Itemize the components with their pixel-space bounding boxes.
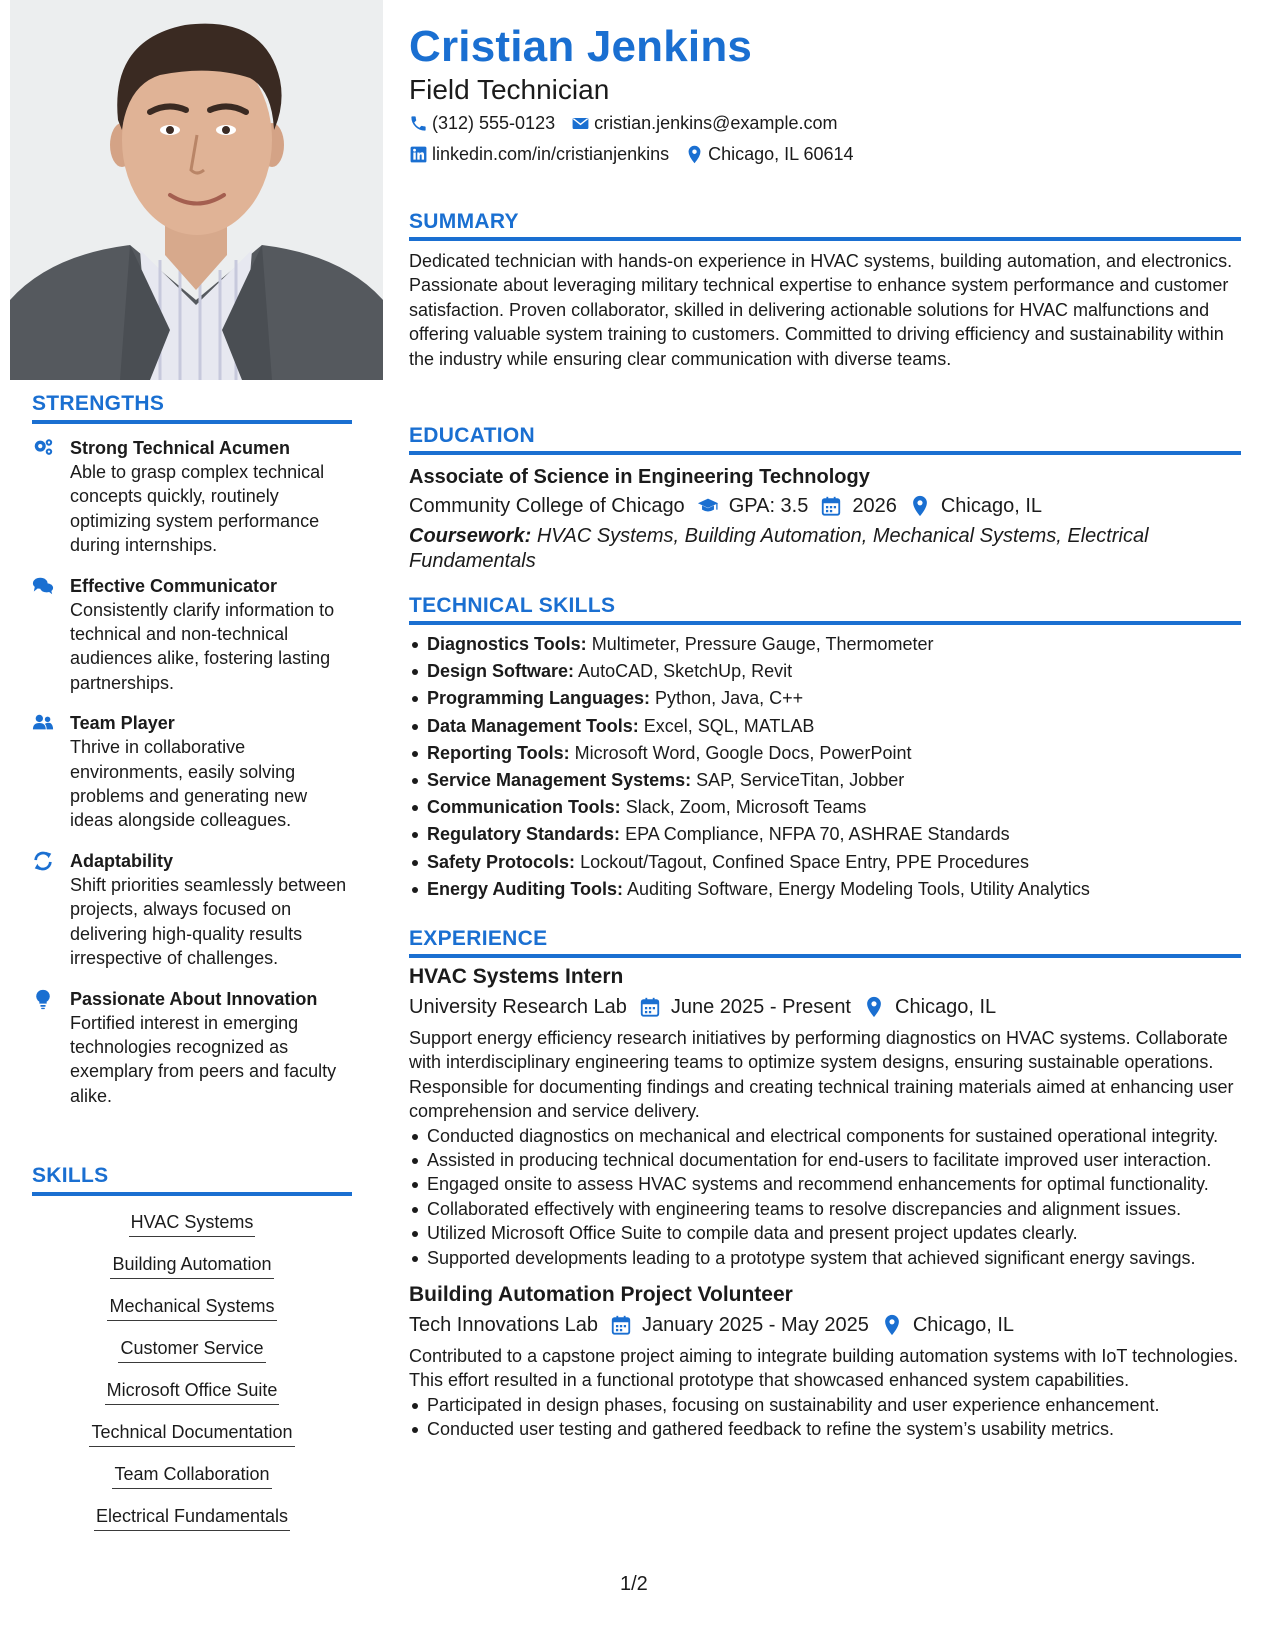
email-text[interactable]: cristian.jenkins@example.com — [594, 113, 838, 133]
tech-skill-item: Service Management Systems: SAP, ServiceTitan, Jobber — [409, 767, 1241, 794]
role-bullets — [409, 1393, 1241, 1442]
skills-heading: SKILLS — [32, 1164, 352, 1196]
calendar-icon — [610, 1314, 632, 1336]
role-bullet: Conducted diagnostics on mechanical and electrical components for sustained operational integrity. — [409, 1124, 1241, 1148]
tech-skill-item: Programming Languages: Python, Java, C++ — [409, 685, 1241, 712]
technical-skills-section — [409, 594, 1241, 903]
strength-item — [32, 436, 352, 558]
role-title: Building Automation Project Volunteer — [409, 1283, 793, 1307]
role-description: Contributed to a capstone project aiming to integrate building automation systems with IoT technologies. This effort resulted in a functional prototype that showcased enhanced system capabilities. — [409, 1346, 1239, 1391]
tech-skill-item: Regulatory Standards: EPA Compliance, NFPA 70, ASHRAE Standards — [409, 821, 1241, 848]
map-pin-icon — [863, 996, 885, 1018]
grad-year: 2026 — [820, 491, 897, 521]
strength-title: Strong Technical Acumen — [70, 438, 291, 458]
tech-skill-item: Safety Protocols: Lockout/Tagout, Confined Space Entry, PPE Procedures — [409, 849, 1241, 876]
strength-desc: Thrive in collaborative environments, easily solving problems and generating new ideas alongside colleagues. — [70, 737, 308, 831]
contact-row-2 — [409, 144, 870, 165]
role-bullet: Engaged onsite to assess HVAC systems and recommend enhancements for optimal functionality. — [409, 1172, 1241, 1196]
strength-desc: Able to grasp complex technical concepts quickly, routinely optimizing system performance during internships. — [70, 462, 325, 556]
strength-desc: Shift priorities seamlessly between projects, always focused on delivering high-quality results irrespective of challenges. — [70, 874, 347, 969]
left-column — [0, 0, 383, 1650]
role-bullet: Conducted user testing and gathered feedback to refine the system’s usability metrics. — [409, 1417, 1241, 1441]
email-contact[interactable] — [571, 113, 837, 134]
summary-text: Dedicated technician with hands-on experience in HVAC systems, building automation, and electronics. Passionate about leveraging military technical expertise to enhance system performance and customer satisfaction. Proven collaborator, skilled in delivering actionable solutions for HVAC malfunctions and offering valuable system training to customers. Committed to driving efficiency and sustainability within the industry while ensuring clear communication with diverse teams. — [409, 251, 1233, 369]
role-location: Chicago, IL — [881, 1310, 1014, 1340]
strength-item — [32, 849, 352, 971]
strength-desc: Fortified interest in emerging technologies recognized as exemplary from peers and faculty alike. — [70, 1012, 337, 1106]
education-location: Chicago, IL — [909, 491, 1042, 521]
tech-skill-item: Diagnostics Tools: Multimeter, Pressure Gauge, Thermometer — [409, 631, 1241, 658]
strength-title: Passionate About Innovation — [70, 988, 318, 1009]
role-location: Chicago, IL — [863, 992, 996, 1022]
linkedin-text[interactable]: linkedin.com/in/cristianjenkins — [432, 144, 670, 164]
skill-item: Electrical Fundamentals — [32, 1504, 352, 1531]
tech-skill-item: Energy Auditing Tools: Auditing Software, Energy Modeling Tools, Utility Analytics — [409, 876, 1241, 903]
tech-skill-item: Communication Tools: Slack, Zoom, Microsoft Teams — [409, 794, 1241, 821]
strengths-heading: STRENGTHS — [32, 392, 352, 424]
education-section — [409, 424, 1241, 574]
role-meta — [409, 1310, 1241, 1340]
envelope-icon — [571, 114, 590, 133]
summary-heading: SUMMARY — [409, 210, 1241, 241]
portrait-image — [10, 0, 383, 380]
graduation-cap-icon — [697, 495, 719, 517]
role-bullet: Supported developments leading to a prototype system that achieved significant energy savings. — [409, 1246, 1241, 1270]
school-name: Community College of Chicago — [409, 495, 685, 517]
summary-section — [409, 210, 1241, 371]
tech-skill-item: Data Management Tools: Excel, SQL, MATLAB — [409, 713, 1241, 740]
phone-contact — [409, 113, 555, 134]
gears-icon — [32, 436, 70, 558]
organization: University Research Lab — [409, 996, 627, 1018]
technical-skills-list — [409, 631, 1241, 903]
role-title: HVAC Systems Intern — [409, 965, 624, 988]
profile-photo — [10, 0, 383, 380]
role-bullet: Utilized Microsoft Office Suite to compile data and present project updates clearly. — [409, 1221, 1241, 1245]
skill-item: Team Collaboration — [32, 1462, 352, 1489]
page-number: 1/2 — [620, 1573, 648, 1595]
coursework-list: HVAC Systems, Building Automation, Mechanical Systems, Electrical Fundamentals — [409, 525, 1149, 572]
calendar-icon — [639, 996, 661, 1018]
location-contact — [685, 144, 853, 165]
education-meta — [409, 491, 1241, 521]
role-bullet: Participated in design phases, focusing on sustainability and user experience enhancement. — [409, 1393, 1241, 1417]
experience-section — [409, 927, 1241, 1442]
skill-item: HVAC Systems — [32, 1210, 352, 1237]
strength-item — [32, 711, 352, 833]
gpa: GPA: 3.5 — [697, 491, 809, 521]
role-bullets — [409, 1124, 1241, 1270]
skill-item: Customer Service — [32, 1336, 352, 1363]
candidate-name: Cristian Jenkins — [409, 22, 753, 71]
contact-row-1 — [409, 113, 853, 134]
map-pin-icon — [881, 1314, 903, 1336]
phone-icon — [409, 114, 428, 133]
linkedin-icon — [409, 145, 428, 164]
map-pin-icon — [909, 495, 931, 517]
skill-item: Building Automation — [32, 1252, 352, 1279]
strength-title: Adaptability — [70, 850, 174, 871]
phone-text: (312) 555-0123 — [432, 113, 556, 133]
strengths-section — [32, 392, 352, 1124]
organization: Tech Innovations Lab — [409, 1314, 599, 1337]
role-dates: June 2025 - Present — [639, 992, 851, 1022]
strength-item — [32, 574, 352, 696]
location-text: Chicago, IL 60614 — [708, 144, 854, 164]
map-pin-icon — [685, 145, 704, 164]
skill-item: Technical Documentation — [32, 1420, 352, 1447]
lightbulb-icon — [32, 987, 70, 1109]
coursework — [409, 524, 1241, 574]
experience-entry — [409, 1280, 1241, 1442]
strength-title: Effective Communicator — [70, 575, 278, 596]
strength-title: Team Player — [70, 713, 175, 734]
experience-entry — [409, 962, 1241, 1270]
skills-list — [32, 1210, 352, 1531]
job-title: Field Technician — [409, 74, 610, 105]
technical-skills-heading: TECHNICAL SKILLS — [409, 594, 1241, 625]
coursework-label: Coursework: — [409, 525, 532, 547]
role-bullet: Assisted in producing technical documentation for end-users to facilitate improved user interaction. — [409, 1148, 1241, 1172]
role-meta — [409, 992, 1241, 1022]
strength-desc: Consistently clarify information to technical and non-technical audiences alike, fostering lasting partnerships. — [70, 599, 335, 693]
users-icon — [32, 711, 70, 833]
role-bullet: Collaborated effectively with engineering teams to resolve discrepancies and alignment issues. — [409, 1197, 1241, 1221]
education-heading: EDUCATION — [409, 424, 1241, 455]
tech-skill-item: Design Software: AutoCAD, SketchUp, Revit — [409, 658, 1241, 685]
role-dates: January 2025 - May 2025 — [610, 1310, 869, 1340]
strength-item — [32, 987, 352, 1109]
skill-item: Microsoft Office Suite — [32, 1378, 352, 1405]
skills-section — [32, 1164, 352, 1546]
calendar-icon — [820, 495, 842, 517]
tech-skill-item: Reporting Tools: Microsoft Word, Google Docs, PowerPoint — [409, 740, 1241, 767]
comments-icon — [32, 574, 70, 696]
linkedin-contact[interactable] — [409, 144, 669, 165]
skill-item: Mechanical Systems — [32, 1294, 352, 1321]
sync-icon — [32, 849, 70, 971]
role-description: Support energy efficiency research initiatives by performing diagnostics on HVAC systems. Collaborate with interdisciplinary engineering teams to optimize system designs, ensuring sustainable operations. Responsible for documenting findings and creating technical training materials aimed at enhancing user comprehension and service delivery. — [409, 1028, 1234, 1122]
experience-heading: EXPERIENCE — [409, 927, 1241, 958]
degree-title: Associate of Science in Engineering Technology — [409, 466, 870, 488]
